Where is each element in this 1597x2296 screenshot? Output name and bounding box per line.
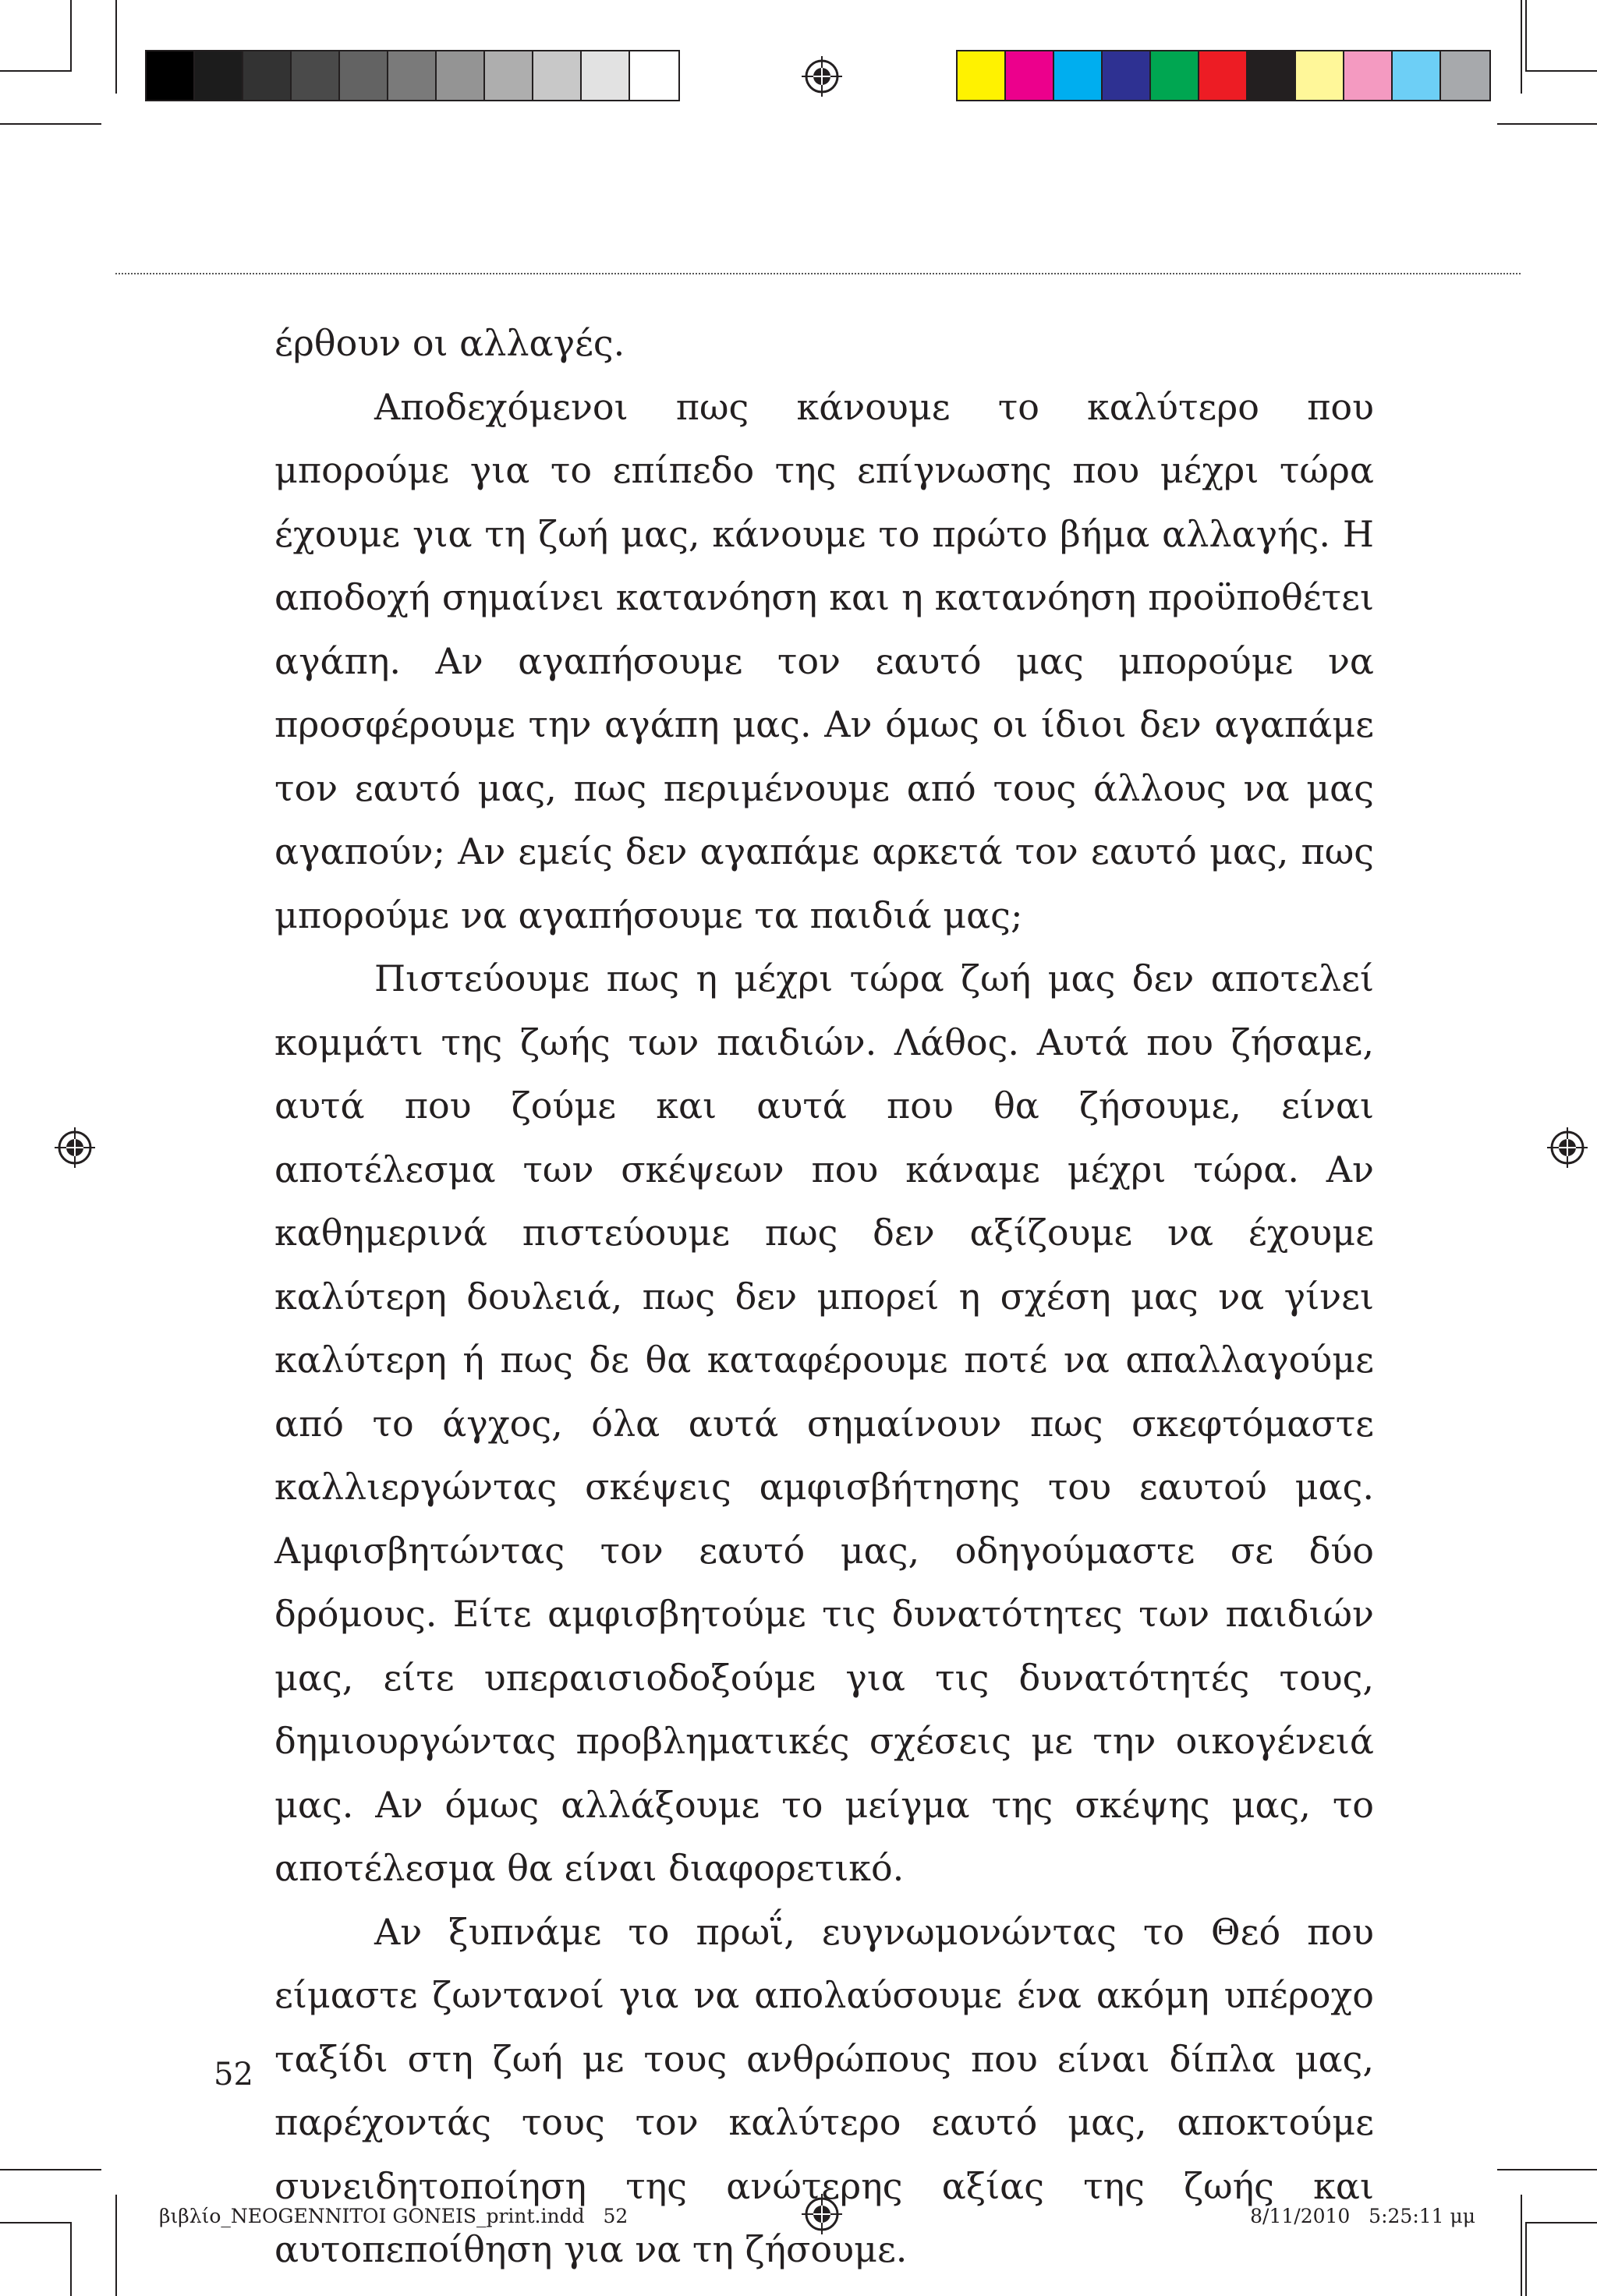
crop-mark bbox=[0, 123, 101, 125]
page-number: 52 bbox=[214, 2057, 253, 2093]
crop-mark bbox=[70, 2222, 72, 2296]
paragraph: Πιστεύουμε πως η μέχρι τώρα ζωή μας δεν αποτελεί κομμάτι της ζωής των παιδιών. Λάθος. Αυτά που ζήσαμε, αυτά που ζούμε και αυτά που θα ζήσουμε, είναι αποτέλεσμα των σκέψεων που κάναμε μέχρι τώρα. Αν καθημερινά πιστεύουμε πως δεν αξίζουμε να έχουμε καλύτερη δουλειά, πως δεν μπορεί η σχέση μας να γίνει καλύτερη ή πως δε θα καταφέρουμε ποτέ να απαλλαγούμε από το άγχος, όλα αυτά σημαίνουν πως σκεφτόμαστε καλλιεργώντας σκέψεις αμφισβήτησης του εαυτού μας. Αμφισβητώντας τον εαυτό μας, οδηγούμαστε σε δύο δρόμους. Είτε αμφισβητούμε τις δυνατότητες των παιδιών μας, είτε υπεραισιοδοξούμε για τις δυνατότητές τους, δημιουργώντας προβληματικές σχέσεις με την οικογένειά μας. Αν όμως αλλάξουμε το μείγμα της σκέψης μας, το αποτέλεσμα θα είναι διαφορετικό. bbox=[274, 957, 1374, 1889]
color-swatch bbox=[1248, 51, 1296, 100]
crop-mark bbox=[1521, 2195, 1522, 2296]
color-swatch bbox=[958, 51, 1006, 100]
grayscale-calibration-bar bbox=[145, 50, 680, 101]
color-swatch bbox=[1393, 51, 1441, 100]
color-swatch bbox=[243, 51, 292, 100]
slug-filename: βιβλίο_NEOGENNITOI GONEIS_print.indd 52 bbox=[159, 2205, 629, 2227]
slug-timestamp: 8/11/2010 5:25:11 μμ bbox=[1250, 2205, 1475, 2227]
color-swatch bbox=[1151, 51, 1199, 100]
crop-mark bbox=[1525, 2222, 1597, 2223]
color-swatch bbox=[147, 51, 195, 100]
crop-mark bbox=[70, 0, 72, 72]
crop-mark bbox=[1521, 0, 1522, 94]
color-swatch bbox=[485, 51, 533, 100]
color-calibration-bar bbox=[956, 50, 1491, 101]
body-text bbox=[274, 312, 1374, 2282]
registration-target-icon bbox=[1547, 1127, 1588, 1168]
paragraph: έρθουν οι αλλαγές. bbox=[274, 322, 625, 364]
color-swatch bbox=[340, 51, 388, 100]
color-swatch bbox=[533, 51, 582, 100]
crop-mark bbox=[1525, 2222, 1527, 2296]
paragraph: Αν ξυπνάμε το πρωΐ, ευγνωμονώντας το Θεό που είμαστε ζωντανοί για να απολαύσουμε ένα ακόμη υπέροχο ταξίδι στη ζωή με τους ανθρώπους που είναι δίπλα μας, παρέχοντάς τους τον καλύτερο εαυτό μας, αποκτούμε συνειδητοποίηση της ανώτερης αξίας της ζωής και αυτοπεποίθηση για να τη ζήσουμε. bbox=[274, 1910, 1374, 2270]
color-swatch bbox=[1441, 51, 1489, 100]
color-swatch bbox=[1296, 51, 1344, 100]
color-swatch bbox=[292, 51, 340, 100]
color-swatch bbox=[1344, 51, 1393, 100]
color-swatch bbox=[1006, 51, 1054, 100]
color-swatch bbox=[630, 51, 678, 100]
color-swatch bbox=[388, 51, 437, 100]
color-swatch bbox=[582, 51, 630, 100]
header-dotted-rule bbox=[115, 273, 1521, 274]
color-swatch bbox=[195, 51, 243, 100]
crop-mark bbox=[0, 2222, 72, 2223]
crop-mark bbox=[115, 2195, 117, 2296]
paragraph: Αποδεχόμενοι πως κάνουμε το καλύτερο που μπορούμε για το επίπεδο της επίγνωσης που μέχρι τώρα έχουμε για τη ζωή μας, κάνουμε το πρώτο βήμα αλλαγής. Η αποδοχή σημαίνει κατανόηση και η κατανόηση προϋποθέτει αγάπη. Αν αγαπήσουμε τον εαυτό μας μπορούμε να προσφέρουμε την αγάπη μας. Αν όμως οι ίδιοι δεν αγαπάμε τον εαυτό μας, πως περιμένουμε από τους άλλους να μας αγαπούν; Αν εμείς δεν αγαπάμε αρκετά τον εαυτό μας, πως μπορούμε να αγαπήσουμε τα παιδιά μας; bbox=[274, 385, 1374, 936]
color-swatch bbox=[1103, 51, 1151, 100]
crop-mark bbox=[1497, 123, 1597, 125]
crop-mark bbox=[115, 0, 117, 94]
registration-target-icon bbox=[55, 1127, 95, 1168]
crop-mark bbox=[1525, 70, 1597, 72]
crop-mark bbox=[0, 70, 72, 72]
color-swatch bbox=[1199, 51, 1248, 100]
crop-mark bbox=[1497, 2169, 1597, 2170]
color-swatch bbox=[1054, 51, 1103, 100]
crop-mark bbox=[0, 2169, 101, 2170]
crop-mark bbox=[1525, 0, 1527, 72]
registration-target-icon bbox=[802, 56, 842, 97]
color-swatch bbox=[437, 51, 485, 100]
